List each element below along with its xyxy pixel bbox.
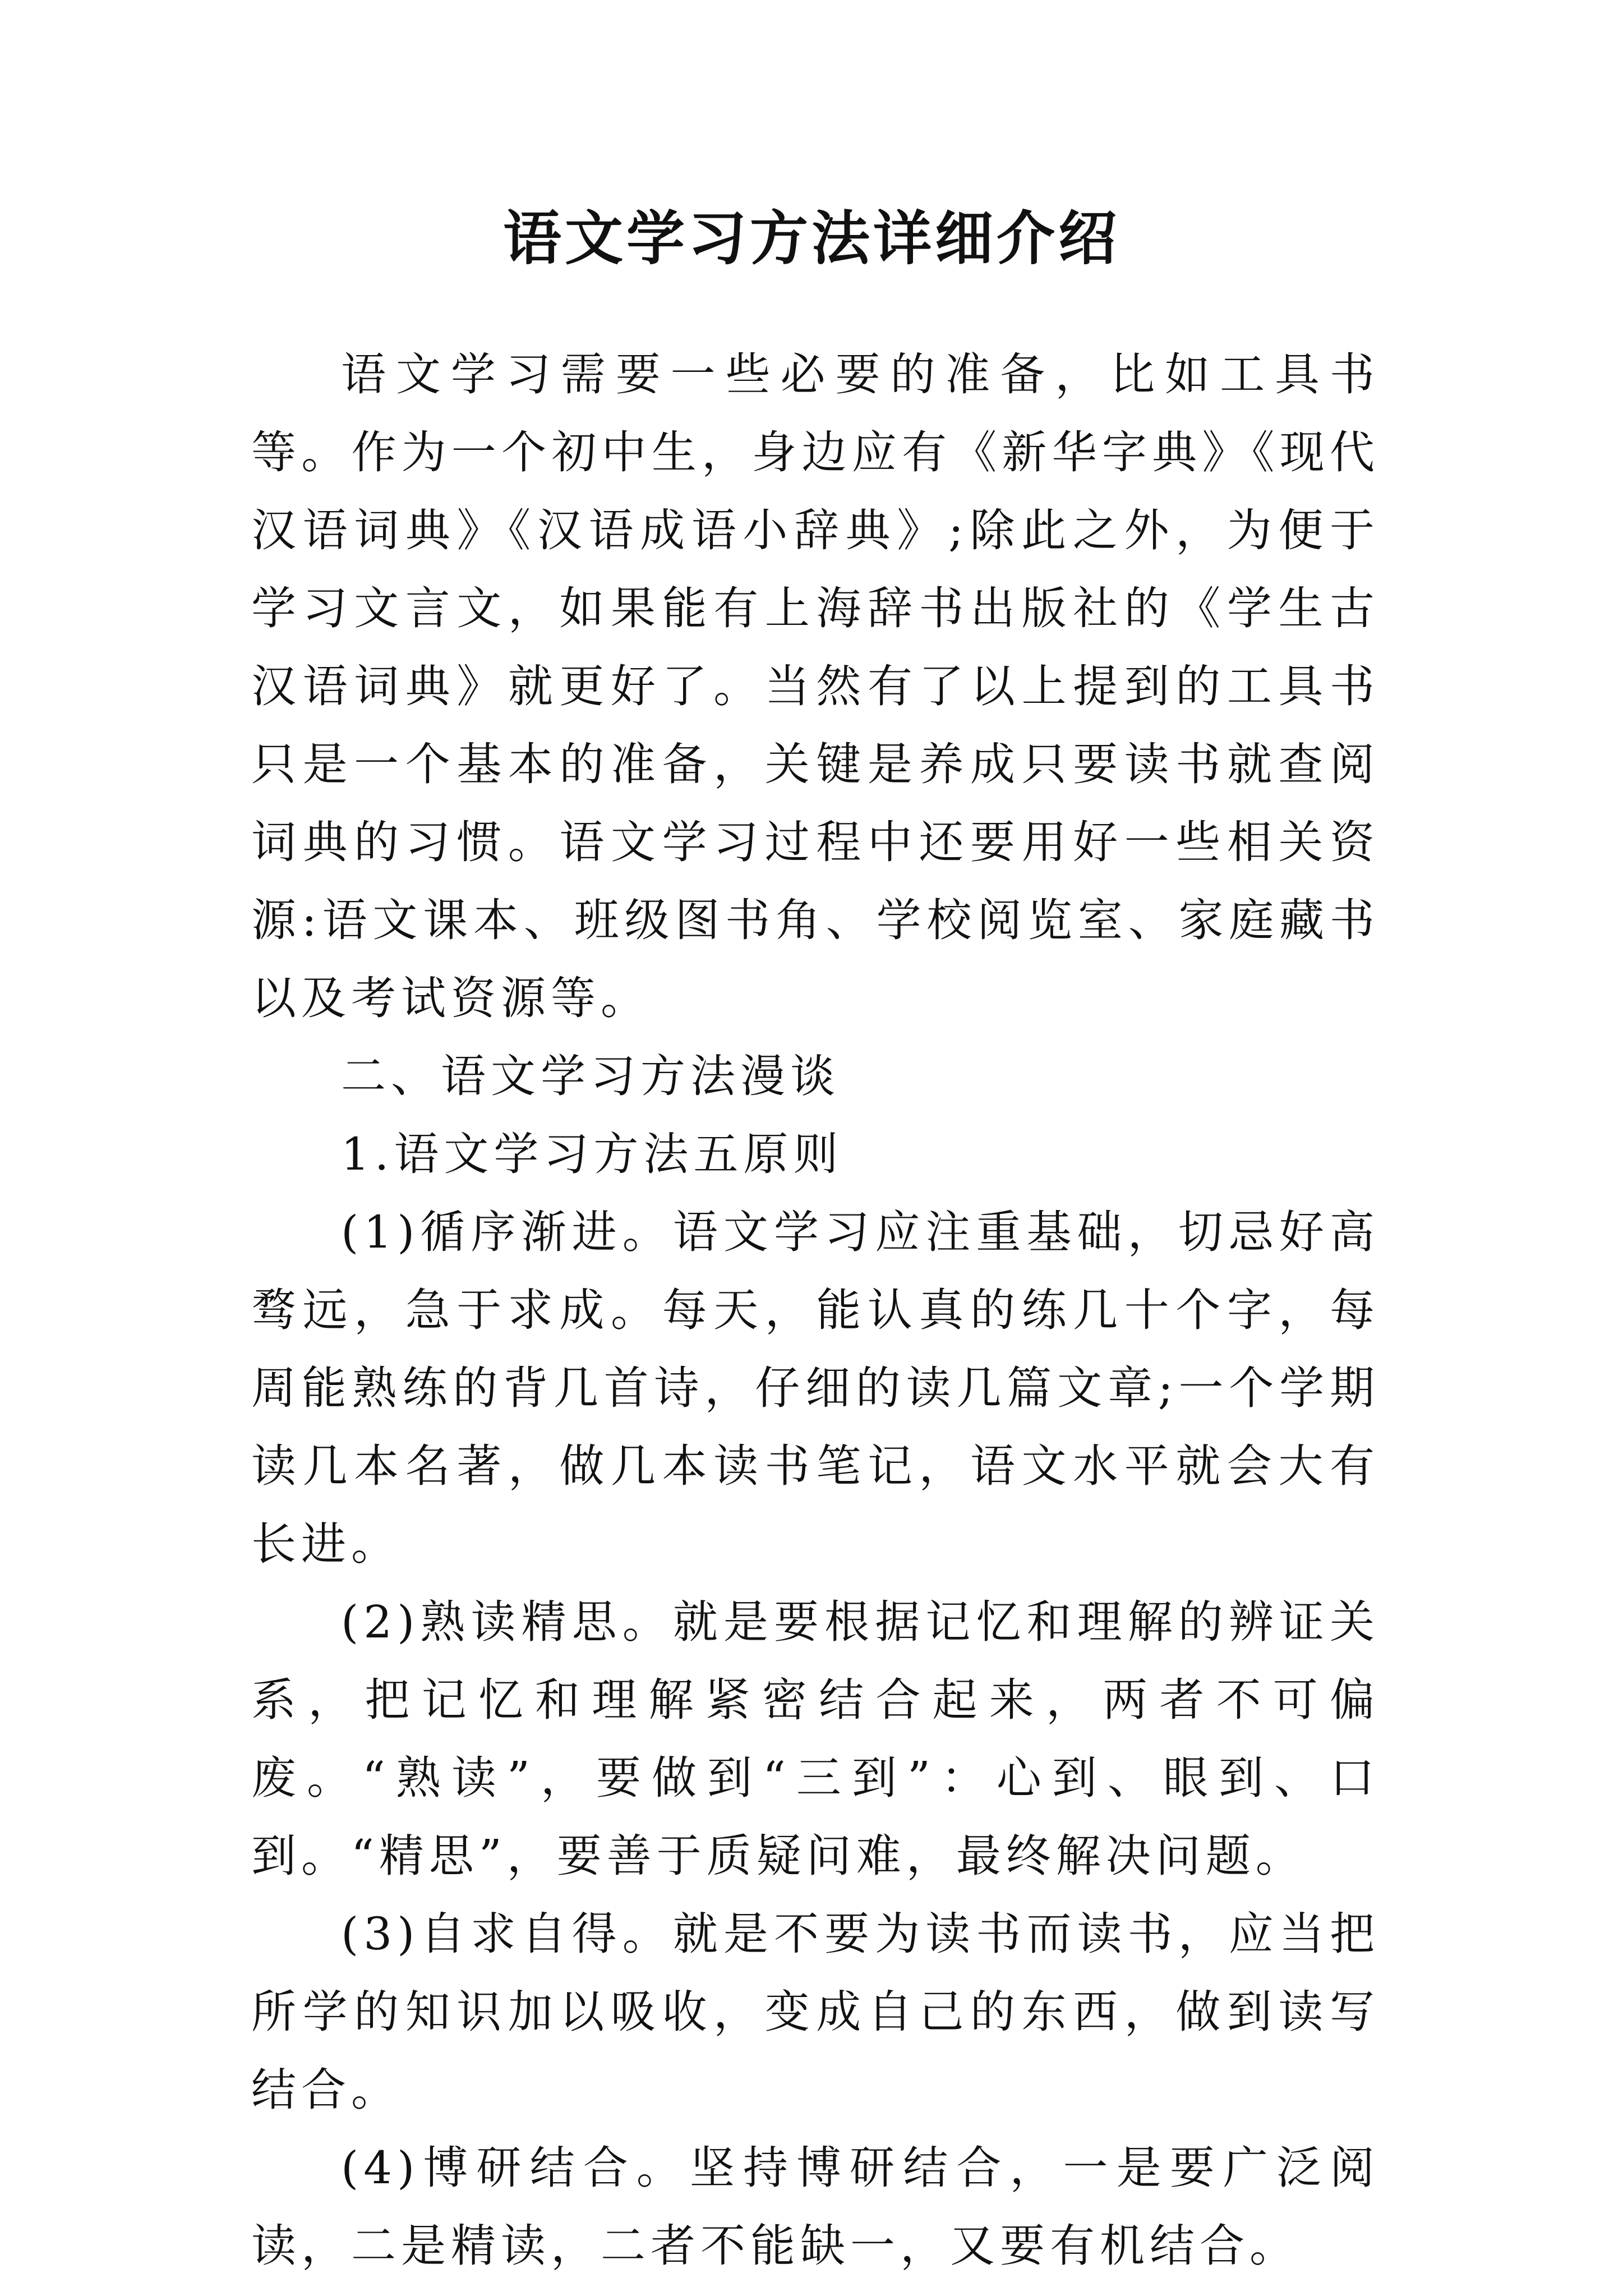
paragraph-principle-2: (2)熟读精思。就是要根据记忆和理解的辨证关系，把记忆和理解紧密结合起来，两者不可偏废。“熟读”，要做到“三到”：心到、眼到、口到。“精思”，要善于质疑问难，最终解决问题。 — [251, 1596, 1380, 1882]
document-body — [251, 335, 1380, 2285]
document-title: 语文学习方法详细介绍 — [502, 204, 1120, 273]
paragraph-principle-3: (3)自求自得。就是不要为读书而读书，应当把所学的知识加以吸收，变成自己的东西，做到读写结合。 — [251, 1908, 1380, 2116]
section-heading: 二、语文学习方法漫谈 — [341, 1050, 840, 1102]
subsection-heading: 1.语文学习方法五原则 — [341, 1128, 843, 1180]
paragraph-principle-4: (4)博研结合。坚持博研结合，一是要广泛阅读，二是精读，二者不能缺一，又要有机结合。 — [251, 2142, 1380, 2272]
paragraph-preparation: 语文学习需要一些必要的准备，比如工具书等。作为一个初中生，身边应有《新华字典》《现代汉语词典》《汉语成语小辞典》;除此之外，为便于学习文言文，如果能有上海辞书出版社的《学生古汉语词典》就更好了。当然有了以上提到的工具书只是一个基本的准备，关键是养成只要读书就查阅词典的习惯。语文学习过程中还要用好一些相关资源:语文课本、班级图书角、学校阅览室、家庭藏书以及考试资源等。 — [251, 348, 1380, 1024]
paragraph-principle-1: (1)循序渐进。语文学习应注重基础，切忌好高骛远，急于求成。每天，能认真的练几十个字，每周能熟练的背几首诗，仔细的读几篇文章;一个学期读几本名著，做几本读书笔记，语文水平就会大有长进。 — [251, 1206, 1380, 1570]
